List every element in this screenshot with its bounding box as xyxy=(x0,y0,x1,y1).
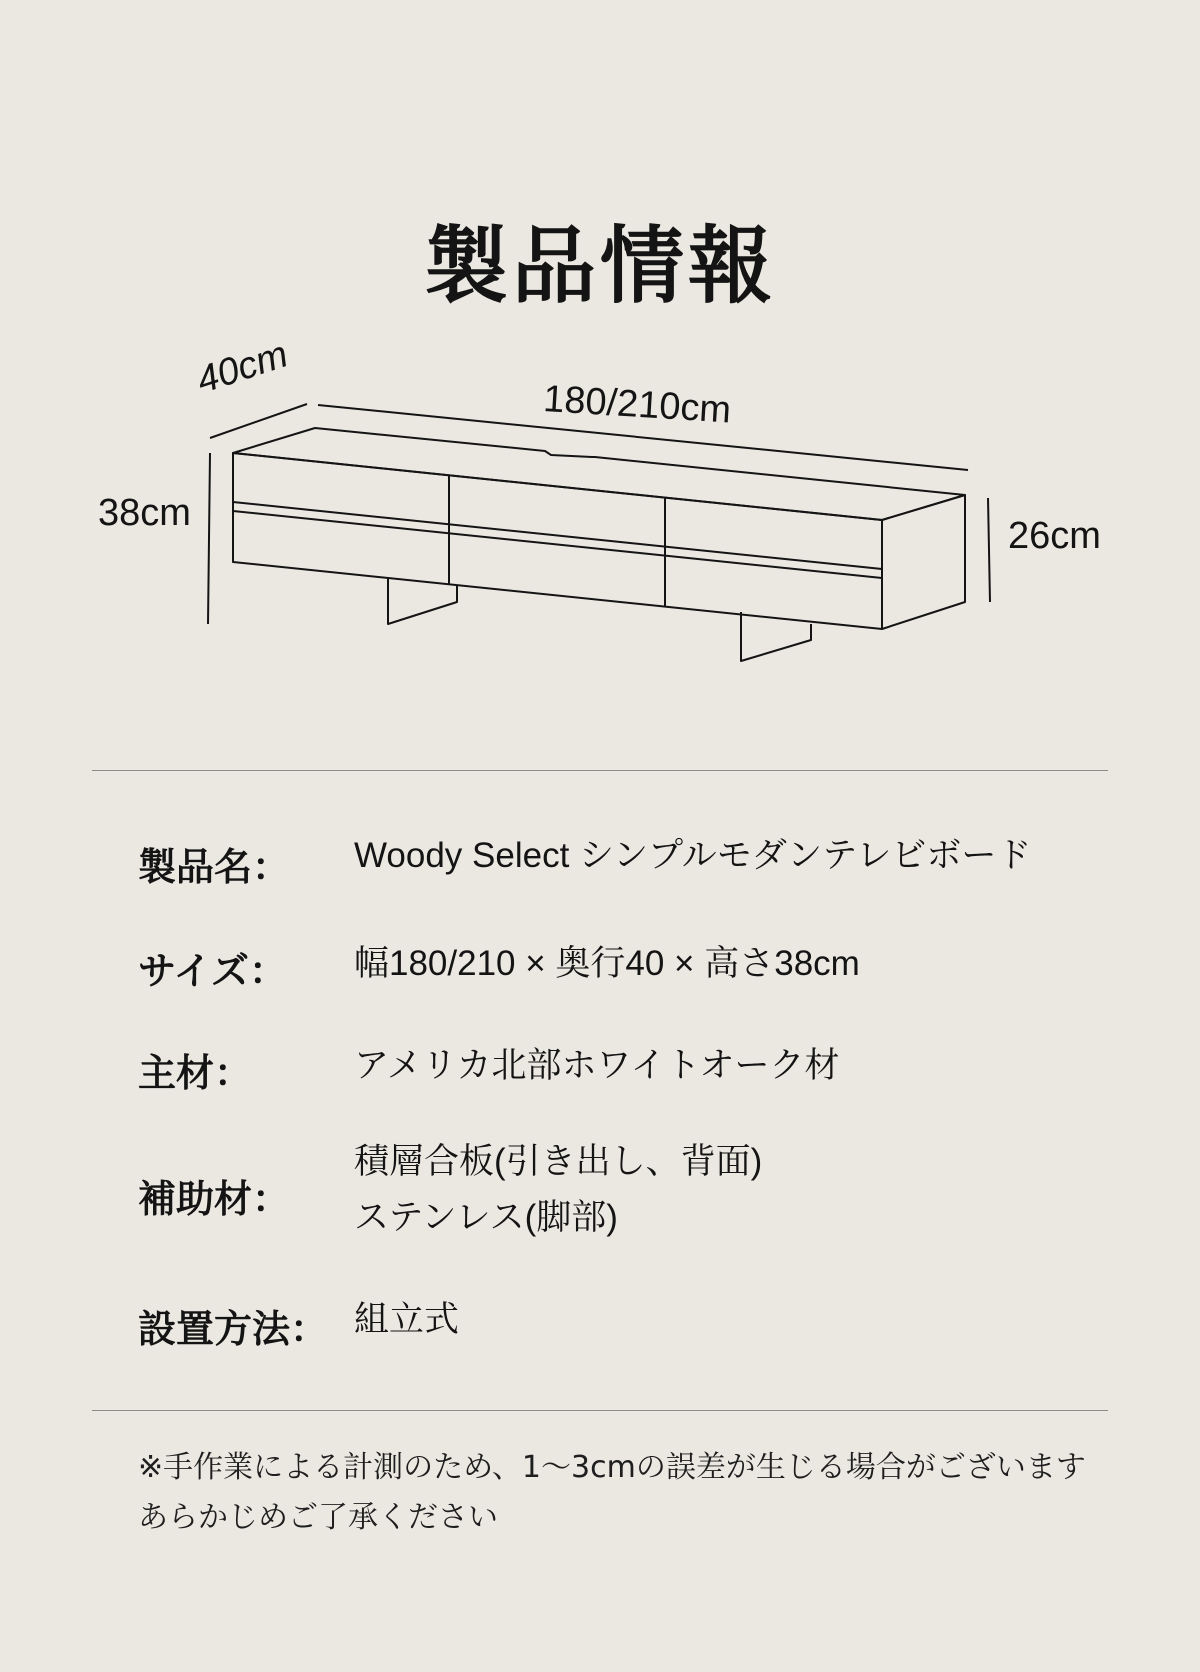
board-front-face xyxy=(233,453,882,629)
page-title: 製品情報 xyxy=(423,217,776,316)
height-label: 38cm xyxy=(98,492,191,534)
spec-label-size: サイズ： xyxy=(138,949,287,993)
board-side-face xyxy=(882,495,965,629)
spec-value-installation: 組立式 xyxy=(354,1300,460,1339)
spec-value-product-name: Woody Select シンプルモダンテレビボード xyxy=(354,836,1032,875)
board-top-surface xyxy=(233,428,965,520)
measurement-note-line1: ※手作業による計測のため、1〜3cmの誤差が生じる場合がございます xyxy=(138,1450,1086,1485)
body-height-label: 26cm xyxy=(1008,515,1101,557)
right-leg xyxy=(741,612,811,661)
spec-label-installation: 設置方法： xyxy=(138,1307,329,1351)
divider-top xyxy=(92,770,1108,771)
spec-label-main-material: 主材： xyxy=(138,1051,253,1095)
spec-label-product-name: 製品名： xyxy=(138,845,291,889)
depth-label: 40cm xyxy=(191,333,294,403)
spec-value-aux-material-line2: ステンレス(脚部) xyxy=(354,1198,618,1237)
spec-value-size: 幅180/210 × 奥行40 × 高さ38cm xyxy=(354,944,860,983)
measurement-note-line2: あらかじめご了承ください xyxy=(138,1500,498,1535)
front-groove-upper xyxy=(233,502,882,569)
tv-board-dimension-diagram xyxy=(0,333,1200,680)
spec-value-main-material: アメリカ北部ホワイトオーク材 xyxy=(354,1046,840,1085)
front-groove-lower xyxy=(233,511,882,578)
body-height-dimension-line xyxy=(988,498,990,602)
height-dimension-line xyxy=(208,453,210,624)
spec-value-aux-material-line1: 積層合板(引き出し、背面) xyxy=(354,1142,763,1181)
width-label: 180/210cm xyxy=(542,378,733,432)
divider-bottom xyxy=(92,1410,1108,1411)
depth-dimension-line xyxy=(210,404,307,438)
spec-label-aux-material: 補助材： xyxy=(138,1177,291,1221)
